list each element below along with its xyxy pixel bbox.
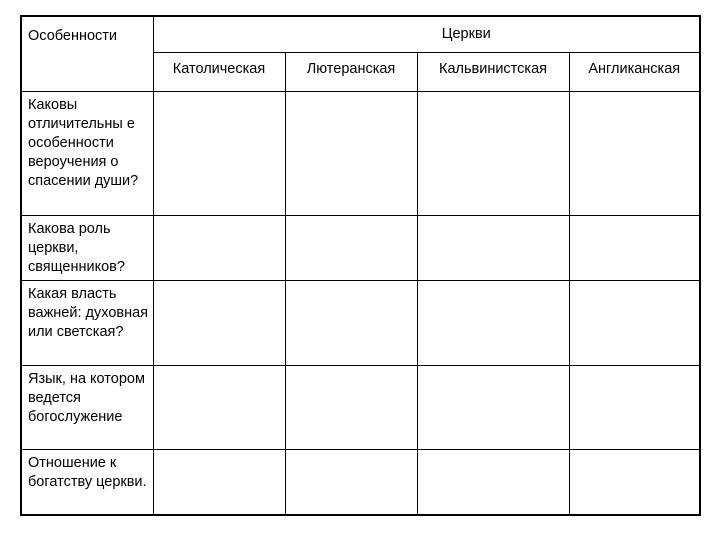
answer-cell[interactable] [569,449,700,515]
answer-cell[interactable] [569,215,700,280]
feature-cell: Язык, на котором ведется богослужение [21,365,153,449]
answer-cell[interactable] [417,449,569,515]
header-row-top [21,16,700,52]
answer-cell[interactable] [285,91,417,215]
table-row [21,91,700,215]
church-header-lutheran: Лютеранская [285,52,417,91]
answer-cell[interactable] [153,91,285,215]
answer-cell[interactable] [153,280,285,365]
answer-cell[interactable] [153,449,285,515]
answer-cell[interactable] [153,215,285,280]
feature-cell: Отношение к богатству церкви. [21,449,153,515]
church-header-anglican: Англиканская [569,52,700,91]
church-header-catholic: Католическая [153,52,285,91]
answer-cell[interactable] [569,91,700,215]
answer-cell[interactable] [153,365,285,449]
feature-cell: Какова роль церкви, священников? [21,215,153,280]
answer-cell[interactable] [417,280,569,365]
table-row [21,280,700,365]
table-row [21,365,700,449]
answer-cell[interactable] [569,365,700,449]
feature-cell: Какая власть важней: духовная или светская? [21,280,153,365]
answer-cell[interactable] [569,280,700,365]
corner-header: Особенности [21,16,153,91]
answer-cell[interactable] [417,91,569,215]
churches-group-header: Церкви [153,16,700,52]
church-header-calvinist: Кальвинистская [417,52,569,91]
table-row [21,215,700,280]
table-row [21,449,700,515]
answer-cell[interactable] [285,449,417,515]
comparison-table [20,15,701,516]
answer-cell[interactable] [417,215,569,280]
feature-cell: Каковы отличительны е особенности вероучения о спасении души? [21,91,153,215]
answer-cell[interactable] [285,215,417,280]
answer-cell[interactable] [285,365,417,449]
answer-cell[interactable] [285,280,417,365]
answer-cell[interactable] [417,365,569,449]
